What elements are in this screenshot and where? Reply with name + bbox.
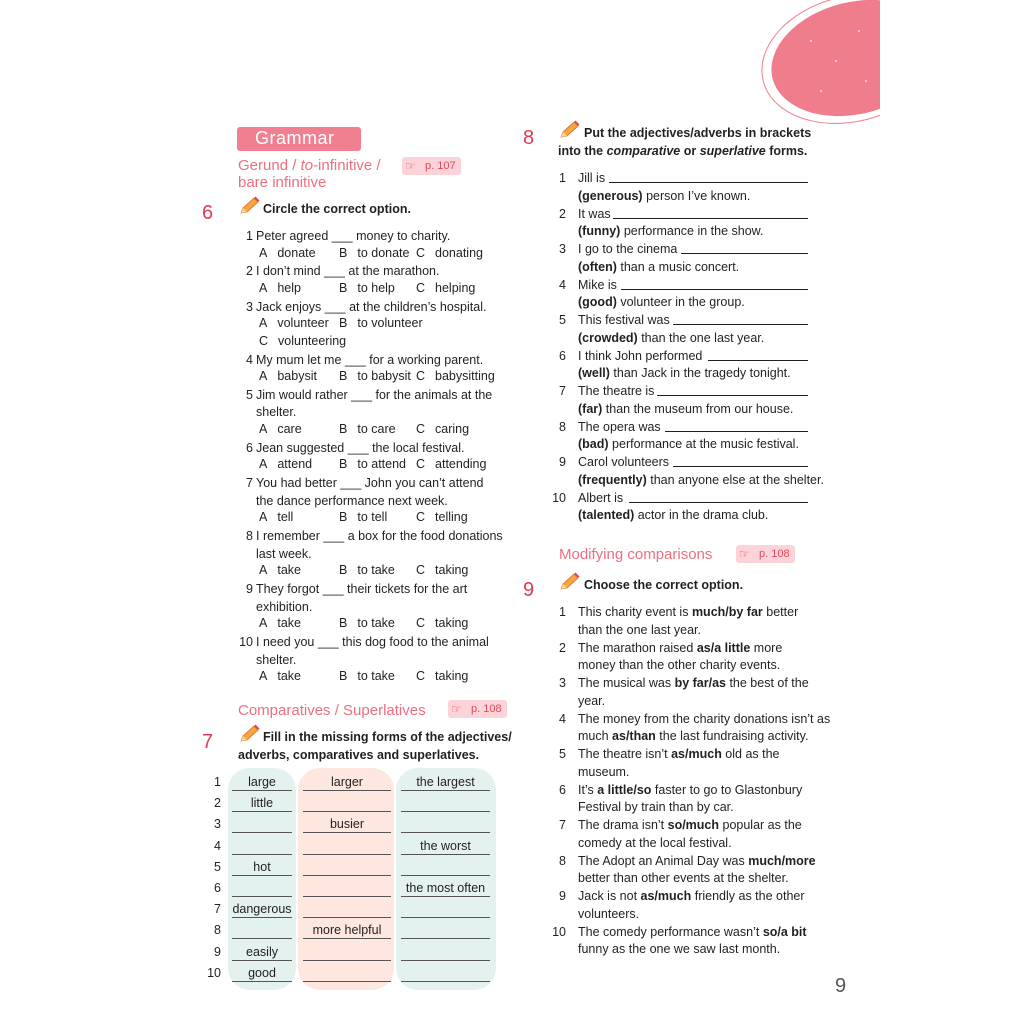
question-text: funny as the one we saw last month.	[578, 942, 781, 957]
comparative-cell[interactable]	[303, 881, 391, 897]
answer-blank[interactable]	[657, 395, 808, 396]
base-form-cell: large	[232, 775, 292, 791]
choice-options[interactable]: much/more	[748, 853, 816, 868]
base-form-cell[interactable]	[232, 923, 292, 939]
base-form-cell: easily	[232, 945, 292, 961]
exercise-instruction-line1: Fill in the missing forms of the adjectives/	[263, 730, 512, 744]
base-form-cell[interactable]	[232, 839, 292, 855]
pencil-icon	[238, 196, 260, 216]
pencil-icon	[558, 572, 580, 592]
row-number: 8	[214, 923, 221, 938]
question-number: 9	[559, 889, 566, 903]
question-text: volunteers.	[578, 906, 640, 921]
question-text: The marathon raised as/a little more	[578, 640, 783, 655]
question-text: the dance performance next week.	[256, 493, 448, 508]
comparative-cell[interactable]	[303, 945, 391, 961]
answer-option[interactable]: B to attend	[339, 457, 406, 472]
question-text: The Adopt an Animal Day was much/more	[578, 853, 816, 868]
answer-blank[interactable]	[708, 360, 808, 361]
answer-option[interactable]: C babysitting	[416, 369, 495, 384]
answer-option[interactable]: A take	[259, 563, 301, 578]
comparative-cell[interactable]	[303, 902, 391, 918]
question-text: (generous) person I’ve known.	[578, 188, 751, 203]
superlative-cell[interactable]	[401, 817, 490, 833]
row-number: 1	[214, 775, 221, 789]
answer-option[interactable]: C taking	[416, 563, 469, 578]
question-number: 3	[559, 242, 566, 256]
superlative-cell: the worst	[401, 839, 490, 855]
question-number: 4	[559, 277, 566, 292]
question-number: 7	[559, 384, 566, 398]
question-text: shelter.	[256, 405, 297, 420]
answer-option[interactable]: A care	[259, 422, 302, 437]
question-number: 5	[559, 313, 566, 327]
question-text: (far) than the museum from our house.	[578, 401, 794, 416]
answer-option[interactable]: A take	[259, 669, 301, 684]
question-text: This charity event is much/by far better	[578, 605, 799, 619]
exercise-instruction-line1: Put the adjectives/adverbs in brackets	[584, 126, 812, 140]
superlative-cell[interactable]	[401, 923, 490, 939]
answer-option[interactable]: B to babysit	[339, 369, 411, 384]
question-text: money than the other charity events.	[578, 658, 781, 673]
answer-option[interactable]: A attend	[259, 457, 313, 472]
question-text: Carol volunteers	[578, 455, 670, 469]
question-text: (crowded) than the one last year.	[578, 330, 765, 345]
question-text: than the one last year.	[578, 622, 702, 637]
answer-option[interactable]: B to take	[339, 563, 395, 578]
question-text: The theatre isn’t as/much old as the	[578, 747, 780, 761]
question-text: Jean suggested ___ the local festival.	[256, 440, 465, 455]
answer-option[interactable]: C helping	[416, 280, 476, 295]
question-number: 2	[559, 206, 566, 221]
row-number: 2	[214, 796, 221, 811]
choice-options[interactable]: as/than	[612, 729, 656, 744]
question-number: 9	[246, 582, 253, 596]
question-text: The money from the charity donations isn’t as	[578, 711, 831, 726]
superlative-cell[interactable]	[401, 966, 490, 982]
question-number: 9	[559, 455, 566, 469]
grammar-banner-label: Grammar	[255, 128, 335, 148]
question-text: Jim would rather ___ for the animals at the	[256, 387, 493, 402]
question-text: exhibition.	[256, 599, 313, 614]
pencil-icon	[558, 120, 580, 140]
base-form-cell: good	[232, 966, 292, 982]
question-text: I go to the cinema	[578, 242, 678, 256]
question-text: (often) than a music concert.	[578, 259, 740, 274]
question-text: The comedy performance wasn’t so/a bit	[578, 924, 807, 939]
question-text: I don’t mind ___ at the marathon.	[256, 264, 440, 279]
choice-options[interactable]: by far/as	[674, 676, 726, 690]
answer-option[interactable]: B to donate	[339, 245, 410, 260]
answer-option[interactable]: C donating	[416, 245, 483, 260]
answer-option[interactable]: A donate	[259, 245, 316, 260]
choice-options[interactable]: so/a bit	[762, 924, 807, 939]
page-reference-tag[interactable]: ☞ p. 108	[736, 545, 795, 563]
base-form-cell: dangerous	[232, 902, 292, 917]
question-text: Jack is not as/much friendly as the other	[578, 889, 805, 903]
question-number: 8	[559, 419, 566, 434]
answer-option[interactable]: B to help	[339, 280, 395, 295]
question-text: Peter agreed ___ money to charity.	[256, 229, 451, 243]
question-text: Mike is	[578, 277, 617, 292]
comparative-cell: busier	[303, 817, 391, 833]
question-text: much as/than the last fundraising activity.	[578, 729, 809, 744]
question-text: last week.	[256, 546, 312, 561]
answer-option[interactable]: C attending	[416, 457, 487, 472]
question-number: 10	[239, 634, 253, 649]
question-number: 5	[559, 747, 566, 761]
section-title-comparatives: Comparatives / Superlatives	[238, 702, 426, 719]
choice-options[interactable]: as/much	[640, 889, 692, 903]
answer-option[interactable]: C taking	[416, 669, 469, 684]
question-text: It’s a little/so faster to go to Glastonbury	[578, 782, 803, 797]
answer-option[interactable]: C volunteering	[259, 333, 347, 348]
choice-options[interactable]: much/by far	[691, 605, 763, 619]
question-number: 1	[559, 605, 566, 619]
question-number: 3	[559, 676, 566, 690]
question-text: (bad) performance at the music festival.	[578, 437, 799, 452]
row-number: 3	[214, 817, 221, 832]
page-number: 9	[835, 975, 847, 997]
question-number: 10	[552, 490, 566, 505]
question-text: The musical was by far/as the best of the	[578, 676, 809, 690]
question-number: 10	[552, 924, 566, 939]
answer-blank[interactable]	[629, 502, 808, 503]
question-text: museum.	[578, 764, 630, 779]
comparative-cell[interactable]	[303, 966, 391, 982]
question-text: You had better ___ John you can’t attend	[256, 476, 484, 491]
answer-option[interactable]: B to volunteer	[339, 316, 423, 331]
answer-option[interactable]: C telling	[416, 510, 468, 525]
comparative-cell[interactable]	[303, 796, 391, 812]
question-text: shelter.	[256, 652, 297, 667]
comparative-cell: more helpful	[303, 923, 391, 939]
question-text: (talented) actor in the drama club.	[578, 508, 769, 523]
question-number: 1	[559, 171, 566, 185]
answer-blank[interactable]	[621, 289, 808, 290]
grammar-banner	[237, 127, 361, 151]
page-reference-tag[interactable]: ☞ p. 107	[402, 157, 461, 175]
question-text: This festival was	[578, 313, 670, 327]
answer-option[interactable]: A tell	[259, 510, 294, 525]
answer-blank[interactable]	[609, 182, 808, 183]
superlative-cell[interactable]	[401, 860, 490, 876]
base-form-cell: hot	[232, 860, 292, 876]
row-number: 7	[214, 902, 221, 917]
question-text: Festival by train than by car.	[578, 800, 734, 815]
page-reference-tag[interactable]: ☞ p. 108	[448, 700, 507, 718]
question-text: comedy at the local festival.	[578, 835, 732, 850]
row-number: 5	[214, 859, 221, 874]
question-text: Albert is	[578, 490, 624, 505]
comparative-cell[interactable]	[303, 839, 391, 855]
base-form-cell[interactable]	[232, 817, 292, 833]
choice-options[interactable]: as/a little	[696, 640, 751, 655]
exercise-number: 6	[202, 202, 214, 224]
superlative-cell: the most often	[401, 881, 490, 897]
pointing-hand-icon: ☞	[451, 702, 462, 716]
row-number: 10	[207, 965, 221, 980]
question-number: 2	[246, 264, 253, 279]
question-text: I need you ___ this dog food to the animal	[256, 634, 489, 649]
question-text: year.	[578, 693, 606, 708]
question-text: (good) volunteer in the group.	[578, 295, 745, 310]
answer-option[interactable]: B to tell	[339, 510, 388, 525]
question-number: 6	[246, 440, 253, 455]
answer-option[interactable]: A take	[259, 616, 301, 631]
question-text: The theatre is	[578, 384, 655, 398]
superlative-cell: the largest	[401, 775, 490, 791]
question-number: 6	[559, 348, 566, 363]
question-text: (funny) performance in the show.	[578, 224, 764, 239]
comparative-cell[interactable]	[303, 860, 391, 876]
answer-option[interactable]: B to take	[339, 669, 395, 684]
answer-option[interactable]: A volunteer	[259, 316, 329, 331]
question-number: 8	[246, 529, 253, 544]
choice-options[interactable]: a little/so	[597, 782, 652, 797]
question-text: (frequently) than anyone else at the shelter.	[578, 472, 824, 487]
exercise-number: 8	[523, 127, 535, 149]
question-text: I think John performed	[578, 348, 703, 363]
exercise-instruction: Circle the correct option.	[263, 202, 411, 216]
section-title-gerund: Gerund / to-infinitive / bare infinitive	[238, 157, 381, 191]
question-number: 2	[559, 640, 566, 655]
question-text: The opera was	[578, 419, 661, 434]
answer-blank[interactable]	[681, 253, 808, 254]
question-number: 7	[246, 476, 253, 491]
answer-option[interactable]: B to take	[339, 616, 395, 631]
pointing-hand-icon: ☞	[405, 159, 416, 173]
row-number: 4	[214, 838, 221, 853]
answer-blank[interactable]	[673, 466, 808, 467]
pointing-hand-icon: ☞	[739, 547, 750, 561]
question-number: 3	[246, 299, 253, 314]
base-form-cell: little	[232, 796, 292, 812]
question-number: 4	[559, 711, 566, 726]
exercise-number: 7	[202, 731, 214, 753]
choice-options[interactable]: as/much	[671, 747, 722, 761]
answer-option[interactable]: C caring	[416, 422, 470, 437]
pencil-icon	[238, 724, 260, 744]
base-form-cell[interactable]	[232, 881, 292, 897]
question-number: 4	[246, 352, 253, 367]
row-number: 6	[214, 881, 221, 895]
exercise-instruction-line2: adverbs, comparatives and superlatives.	[238, 748, 480, 762]
answer-blank[interactable]	[613, 218, 808, 219]
exercise-instruction: Choose the correct option.	[584, 578, 744, 592]
question-number: 1	[246, 229, 253, 243]
question-number: 5	[246, 387, 253, 402]
question-text: Jill is	[578, 171, 606, 185]
question-text: It was	[578, 206, 611, 221]
answer-option[interactable]: A help	[259, 280, 301, 295]
question-text: better than other events at the shelter.	[578, 871, 789, 886]
answer-blank[interactable]	[673, 324, 808, 325]
question-text: They forgot ___ their tickets for the art	[256, 582, 468, 596]
answer-option[interactable]: C taking	[416, 616, 469, 631]
question-number: 8	[559, 853, 566, 868]
section-title-modifying: Modifying comparisons	[559, 546, 713, 563]
superlative-cell[interactable]	[401, 902, 490, 918]
exercise-instruction-line2: into the comparative or superlative forms.	[558, 144, 808, 158]
exercise-number: 9	[523, 579, 535, 601]
choice-options[interactable]: so/much	[667, 818, 720, 832]
question-text: I remember ___ a box for the food donations	[256, 529, 503, 544]
answer-option[interactable]: A babysit	[259, 369, 317, 384]
question-text: The drama isn’t so/much popular as the	[578, 818, 802, 832]
superlative-cell[interactable]	[401, 796, 490, 812]
answer-blank[interactable]	[665, 431, 808, 432]
question-text: My mum let me ___ for a working parent.	[256, 352, 484, 367]
question-text: Jack enjoys ___ at the children’s hospital.	[256, 299, 487, 314]
question-text: (well) than Jack in the tragedy tonight.	[578, 366, 791, 381]
question-number: 6	[559, 782, 566, 797]
comparative-cell: larger	[303, 775, 391, 791]
answer-option[interactable]: B to care	[339, 422, 396, 437]
superlative-cell[interactable]	[401, 945, 490, 961]
question-number: 7	[559, 818, 566, 832]
row-number: 9	[214, 944, 221, 959]
